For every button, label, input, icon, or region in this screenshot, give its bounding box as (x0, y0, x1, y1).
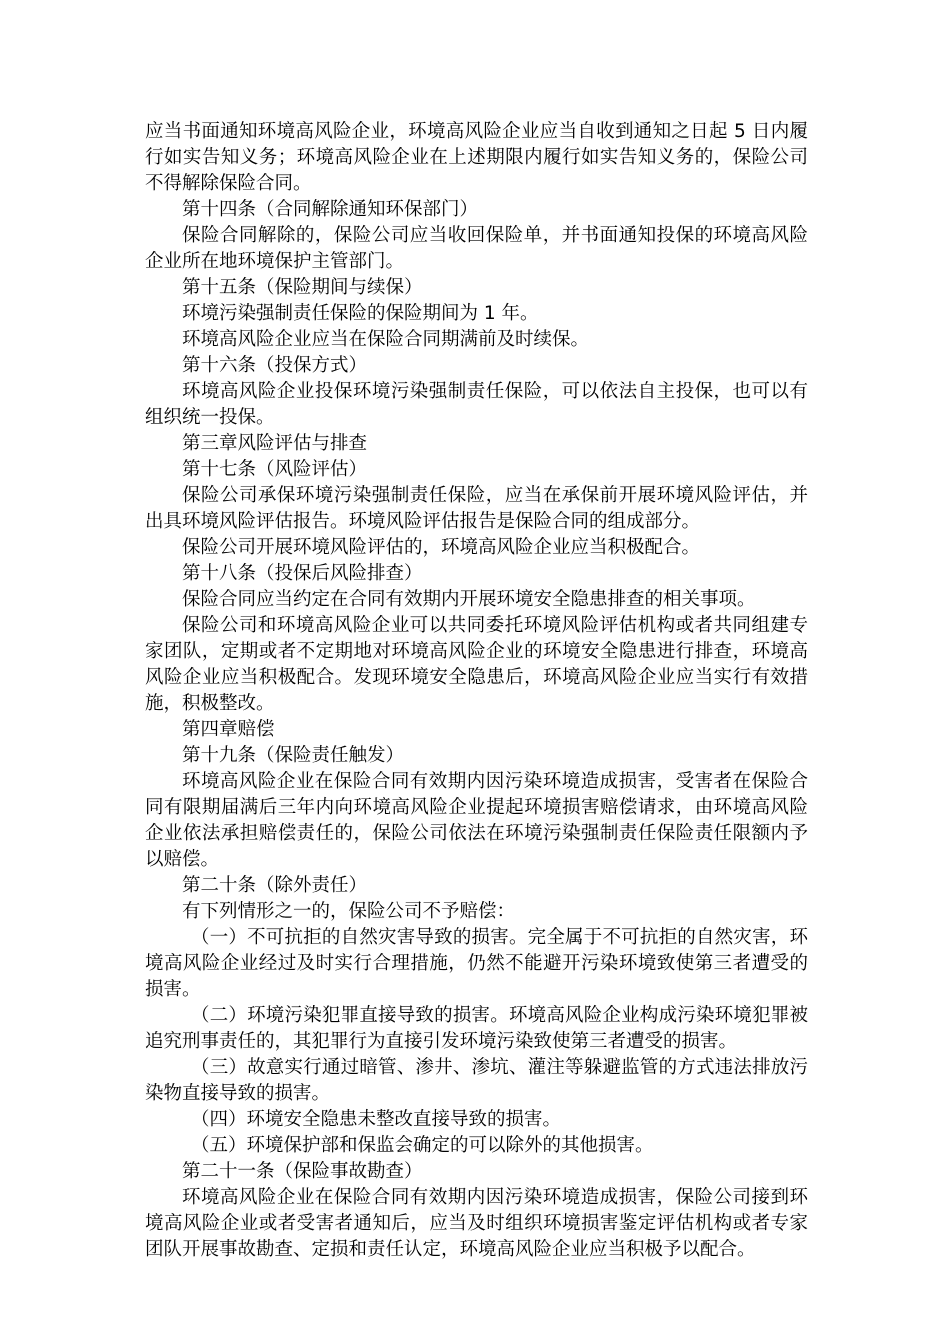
paragraph-6: 环境高风险企业应当在保险合同期满前及时续保。 (182, 329, 590, 350)
paragraph-12: 保险公司开展环境风险评估的，环境高风险企业应当积极配合。 (182, 537, 701, 558)
paragraph-3: 保险合同解除的，保险公司应当收回保险单，并书面通知投保的环境高风险企业所在地环境保护主管部门。 (145, 225, 808, 272)
list-item-2: （二）环境污染犯罪直接导致的损害。环境高风险企业构成污染环境犯罪被追究刑事责任的，其犯罪行为直接引发环境污染致使第三者遭受的损害。 (145, 1005, 808, 1052)
paragraph-18: 环境高风险企业在保险合同有效期内因污染环境造成损害，受害者在保险合同有限期届满后三年内向环境高风险企业提起环境损害赔偿请求，由环境高风险企业依法承担赔偿责任的，保险公司依法在环境污染强制责任保险责任限额内予以赔偿。 (145, 771, 808, 870)
paragraph-5: 环境污染强制责任保险的保险期间为 1 年。 (182, 303, 539, 324)
article-19-heading: 第十九条（保险责任触发） (182, 745, 405, 766)
paragraph-11: 保险公司承保环境污染强制责任保险，应当在承保前开展环境风险评估，并出具环境风险评估报告。环境风险评估报告是保险合同的组成部分。 (145, 485, 808, 532)
paragraph-1: 应当书面通知环境高风险企业，环境高风险企业应当自收到通知之日起 5 日内履行如实告知义务；环境高风险企业在上述期限内履行如实告知义务的，保险公司不得解除保险合同。 (145, 121, 808, 194)
article-16-heading: 第十六条（投保方式） (182, 355, 368, 376)
list-item-5: （五）环境保护部和保监会确定的可以除外的其他损害。 (191, 1135, 654, 1156)
paragraph-20: 有下列情形之一的，保险公司不予赔偿： (182, 901, 516, 922)
article-14-heading: 第十四条（合同解除通知环保部门） (182, 199, 479, 220)
document-page (145, 119, 808, 1263)
paragraph-15: 保险公司和环境高风险企业可以共同委托环境风险评估机构或者共同组建专家团队，定期或者不定期地对环境高风险企业的环境安全隐患进行排查，环境高风险企业应当积极配合。发现环境安全隐患后，环境高风险企业应当实行有效措施，积极整改。 (145, 615, 808, 714)
article-21-heading: 第二十一条（保险事故勘查） (182, 1161, 423, 1182)
chapter-3-heading: 第三章风险评估与排查 (182, 433, 368, 454)
paragraph-8: 环境高风险企业投保环境污染强制责任保险，可以依法自主投保，也可以有组织统一投保。 (145, 381, 808, 428)
article-18-heading: 第十八条（投保后风险排查） (182, 563, 423, 584)
article-17-heading: 第十七条（风险评估） (182, 459, 368, 480)
chapter-4-heading: 第四章赔偿 (182, 719, 275, 740)
list-item-3: （三）故意实行通过暗管、渗井、渗坑、灌注等躲避监管的方式违法排放污染物直接导致的损害。 (145, 1057, 808, 1104)
paragraph-14: 保险合同应当约定在合同有效期内开展环境安全隐患排查的相关事项。 (182, 589, 756, 610)
article-15-heading: 第十五条（保险期间与续保） (182, 277, 423, 298)
list-item-1: （一）不可抗拒的自然灾害导致的损害。完全属于不可抗拒的自然灾害，环境高风险企业经过及时实行合理措施，仍然不能避开污染环境致使第三者遭受的损害。 (145, 927, 808, 1000)
article-20-heading: 第二十条（除外责任） (182, 875, 368, 896)
paragraph-27: 环境高风险企业在保险合同有效期内因污染环境造成损害，保险公司接到环境高风险企业或者受害者通知后，应当及时组织环境损害鉴定评估机构或者专家团队开展事故勘查、定损和责任认定，环境高风险企业应当积极予以配合。 (145, 1187, 808, 1260)
list-item-4: （四）环境安全隐患未整改直接导致的损害。 (191, 1109, 562, 1130)
